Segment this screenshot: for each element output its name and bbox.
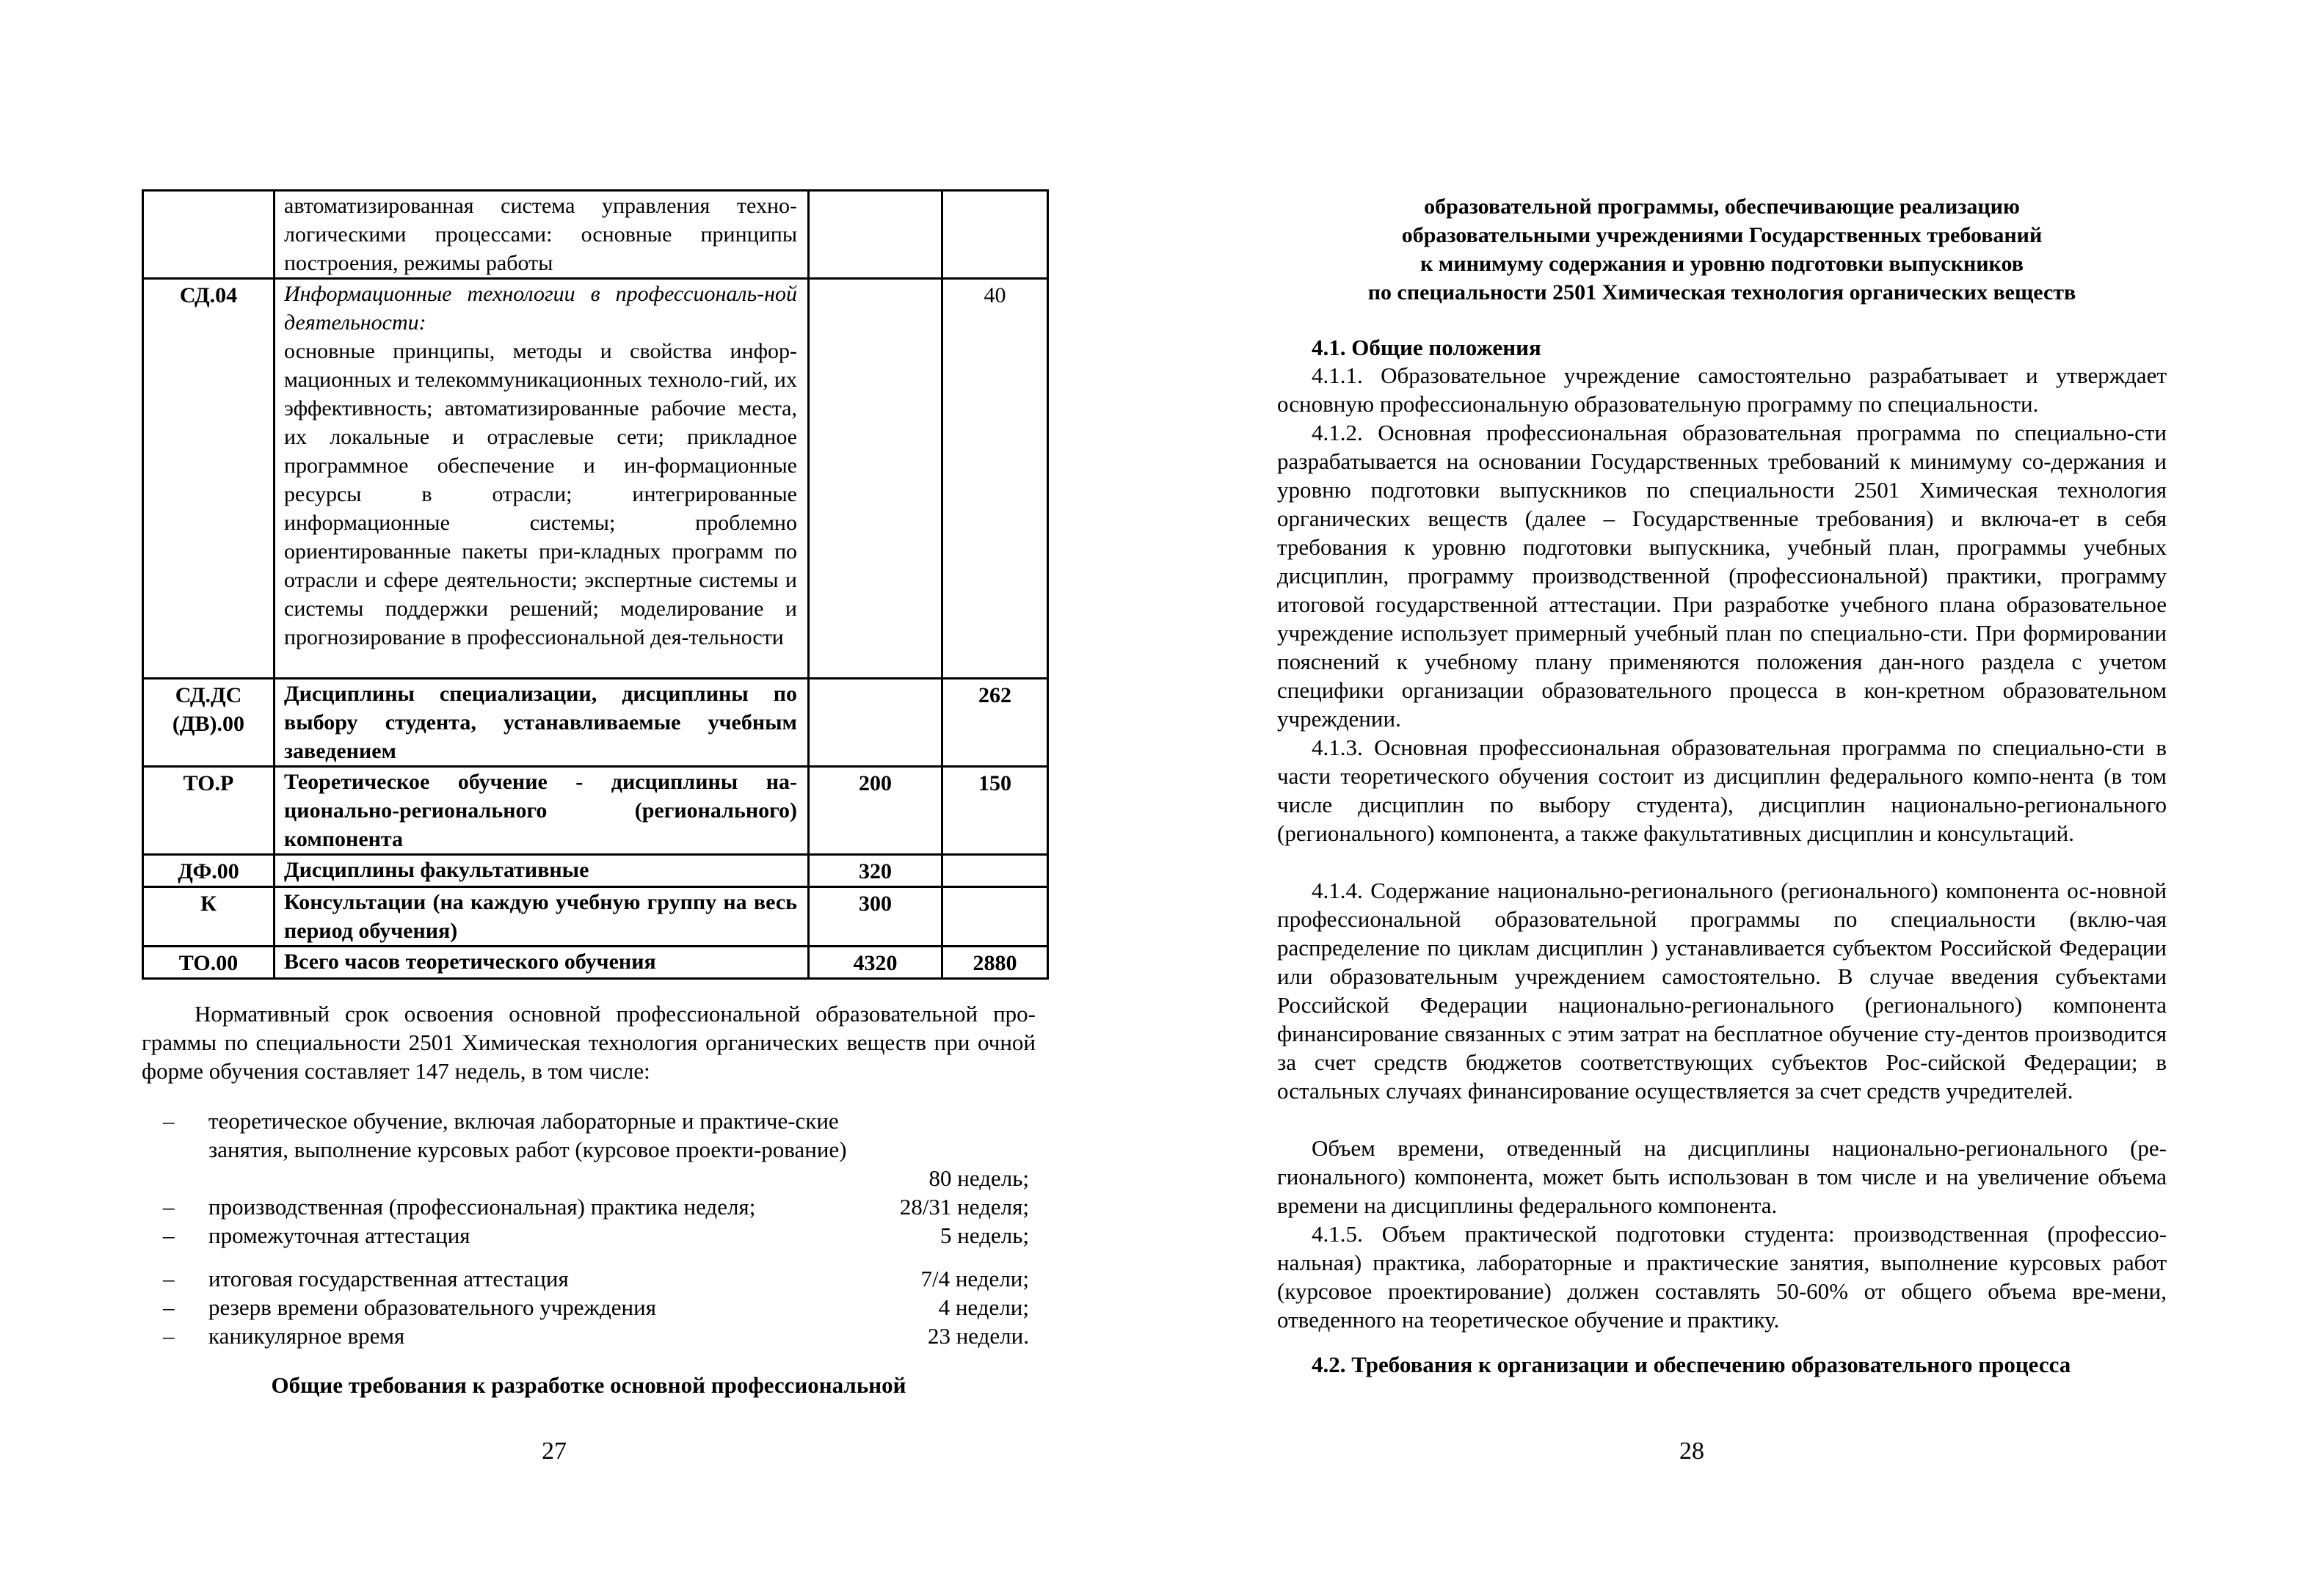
heading-line: к минимуму содержания и уровню подготовки выпускников — [1420, 252, 2024, 276]
list-item-value: 5 недель; — [940, 1222, 1029, 1248]
table-cell-hours-a: 4320 — [809, 947, 942, 979]
paragraph: 4.1.5. Объем практической подготовки студента: производственная (профессио-нальная) практика, лабораторные и практические занятия, выполнение курсовых работ (курсовое проектирование) должен составлять 50-60% от общего объема вре-мени, отведенного на теоретическое обучение и практику. — [1277, 1221, 2167, 1333]
table-row — [143, 947, 1048, 979]
table-cell-hours-b: 262 — [942, 679, 1048, 767]
table-cell-description: Дисциплины специализации, дисциплины по выбору студента, устанавливаемые учебным заведением — [275, 679, 809, 767]
paragraph: 4.1.4. Содержание национально-регионального (регионального) компонента ос-новной профессиональной образовательной программы по специальности (вклю-чая распределение по циклам дисциплин ) устанавливается субъектом Российской Федерации или образовательным учреждением самостоятельно. В случае введения субъектами Российской Федерации национально-регионального (регионального) компонента финансирование связанных с этим затрат на бесплатное обучение сту-дентов производится за счет средств бюджетов соответствующих субъектов Рос-сийской Федерации; в остальных случаях финансирование осуществляется за счет средств учредителей. — [1277, 878, 2167, 1104]
list-item-value: 23 недели. — [927, 1323, 1029, 1349]
curriculum-table — [142, 189, 1049, 980]
table-cell-code: ДФ.00 — [143, 855, 275, 887]
dash-marker: – — [163, 1194, 175, 1220]
dash-marker: – — [163, 1323, 175, 1349]
heading-line: образовательной программы, обеспечивающие реализацию — [1424, 194, 2020, 219]
table-cell-hours-b — [942, 887, 1048, 947]
paragraph: 4.1.1. Образовательное учреждение самостоятельно разрабатывает и утверждает основную профессиональную образовательную программу по специальности. — [1277, 362, 2167, 417]
table-cell-code: ТО.00 — [143, 947, 275, 979]
list-item-value: 7/4 недели; — [920, 1266, 1029, 1291]
table-row — [143, 887, 1048, 947]
list-item-text: резерв времени образовательного учреждения — [208, 1294, 656, 1320]
table-cell-code: СД.04 — [143, 279, 275, 679]
dash-marker: – — [163, 1294, 175, 1320]
table-cell-description: Консультации (на каждую учебную группу на весь период обучения) — [275, 887, 809, 947]
section-heading — [1277, 192, 2167, 307]
table-cell-hours-b — [942, 191, 1048, 279]
paragraph: Объем времени, отведенный на дисциплины национально-регионального (ре-гионального) компонента, может быть использован в том числе и на увеличение объема времени на дисциплины федерального компонента. — [1277, 1135, 2167, 1218]
list-item-value: 28/31 неделя; — [899, 1194, 1029, 1220]
dash-marker: – — [163, 1222, 175, 1248]
list-item-value: 80 недель; — [928, 1165, 1029, 1191]
table-row — [143, 679, 1048, 767]
table-cell-description: Дисциплины факультативные — [275, 855, 809, 887]
list-item-text: производственная (профессиональная) практика неделя; — [208, 1194, 756, 1220]
table-cell-hours-a — [809, 191, 942, 279]
section-heading: Общие требования к разработке основной профессиональной — [271, 1372, 906, 1398]
table-cell-hours-a: 200 — [809, 767, 942, 855]
list-item-text: теоретическое обучение, включая лабораторные и практиче-ские занятия, выполнение курсовых работ (курсовое проекти-рование) — [208, 1108, 847, 1162]
table-cell-hours-a — [809, 679, 942, 767]
table-cell-description — [275, 279, 809, 679]
table-cell-hours-b: 2880 — [942, 947, 1048, 979]
right-page — [1156, 0, 2312, 1596]
dash-marker: – — [163, 1108, 175, 1134]
table-cell-hours-a: 320 — [809, 855, 942, 887]
paragraph: 4.1.2. Основная профессиональная образовательная программа по специально-сти разрабатывается на основании Государственных требований к минимуму со-держания и уровню подготовки выпускников по специальности 2501 Химическая технология органических веществ (далее – Государственные требования) и включа-ет в себя требования к уровню подготовки выпускника, учебный план, программы учебных дисциплин, программу производственной (профессиональной) практики, программу итоговой государственной аттестации. При разработке учебного плана образовательное учреждение использует примерный учебный план по специально-сти. При формировании пояснений к учебному плану применяются положения дан-ного раздела с учетом специфики организации образовательного процесса в кон-кретном образовательном учреждении. — [1277, 420, 2167, 732]
table-cell-hours-a: 300 — [809, 887, 942, 947]
discipline-content: основные принципы, методы и свойства инфор-мационных и телекоммуникационных техноло-гий, их эффективность; автоматизированные рабочие места, их локальные и отраслевые сети; прикладное программное обеспечение и ин-формационные ресурсы в отрасли; интегрированные информационные системы; проблемно ориентированные пакеты при-кладных программ по отрасли и сфере деятельности; экспертные системы и системы поддержки решений; моделирование и прогнозирование в профессиональной дея-тельности — [284, 339, 797, 649]
list-item-text: итоговая государственная аттестация — [208, 1266, 569, 1291]
table-cell-code: ТО.Р — [143, 767, 275, 855]
table-cell-hours-b — [942, 855, 1048, 887]
page-number: 27 — [542, 1438, 567, 1465]
table-row — [143, 767, 1048, 855]
table-row — [143, 279, 1048, 679]
subsection-title: 4.2. Требования к организации и обеспечению образовательного процесса — [1312, 1352, 2071, 1377]
paragraph: 4.1.3. Основная профессиональная образовательная программа по специально-сти в части теоретического обучения состоит из дисциплин федерального компо-нента (в том числе дисциплин по выбору студента), дисциплин национально-регионального (регионального) компонента, а также факультативных дисциплин и консультаций. — [1277, 735, 2167, 846]
table-cell-hours-a — [809, 279, 942, 679]
table-cell-hours-b: 150 — [942, 767, 1048, 855]
subsection-title: 4.1. Общие положения — [1312, 335, 1541, 360]
discipline-title: Информационные технологии в профессиональ-ной деятельности: — [284, 282, 797, 335]
duration-list — [163, 1107, 1029, 1356]
duration-paragraph: Нормативный срок освоения основной профессиональной образовательной про-граммы по специальности 2501 Химическая технология органических веществ при очной форме обучения составляет 147 недель, в том числе: — [142, 1001, 1036, 1084]
dash-marker: – — [163, 1266, 175, 1291]
table-row — [143, 191, 1048, 279]
heading-line: образовательными учреждениями Государственных требований — [1401, 223, 2043, 247]
list-item-value: 4 недели; — [938, 1294, 1029, 1320]
table-cell-code: К — [143, 887, 275, 947]
table-cell-description: Теоретическое обучение - дисциплины на-ционально-регионального (регионального) компонента — [275, 767, 809, 855]
page-number: 28 — [1679, 1438, 1704, 1465]
list-item-text: промежуточная аттестация — [208, 1222, 470, 1248]
list-item-text: каникулярное время — [208, 1323, 405, 1349]
table-row — [143, 855, 1048, 887]
heading-line: по специальности 2501 Химическая технология органических веществ — [1367, 280, 2076, 305]
table-cell-code: СД.ДС (ДВ).00 — [143, 679, 275, 767]
table-cell-description: Всего часов теоретического обучения — [275, 947, 809, 979]
table-cell-description: автоматизированная система управления техно-логическими процессами: основные принципы построения, режимы работы — [275, 191, 809, 279]
table-cell-code — [143, 191, 275, 279]
table-cell-hours-b: 40 — [942, 279, 1048, 679]
